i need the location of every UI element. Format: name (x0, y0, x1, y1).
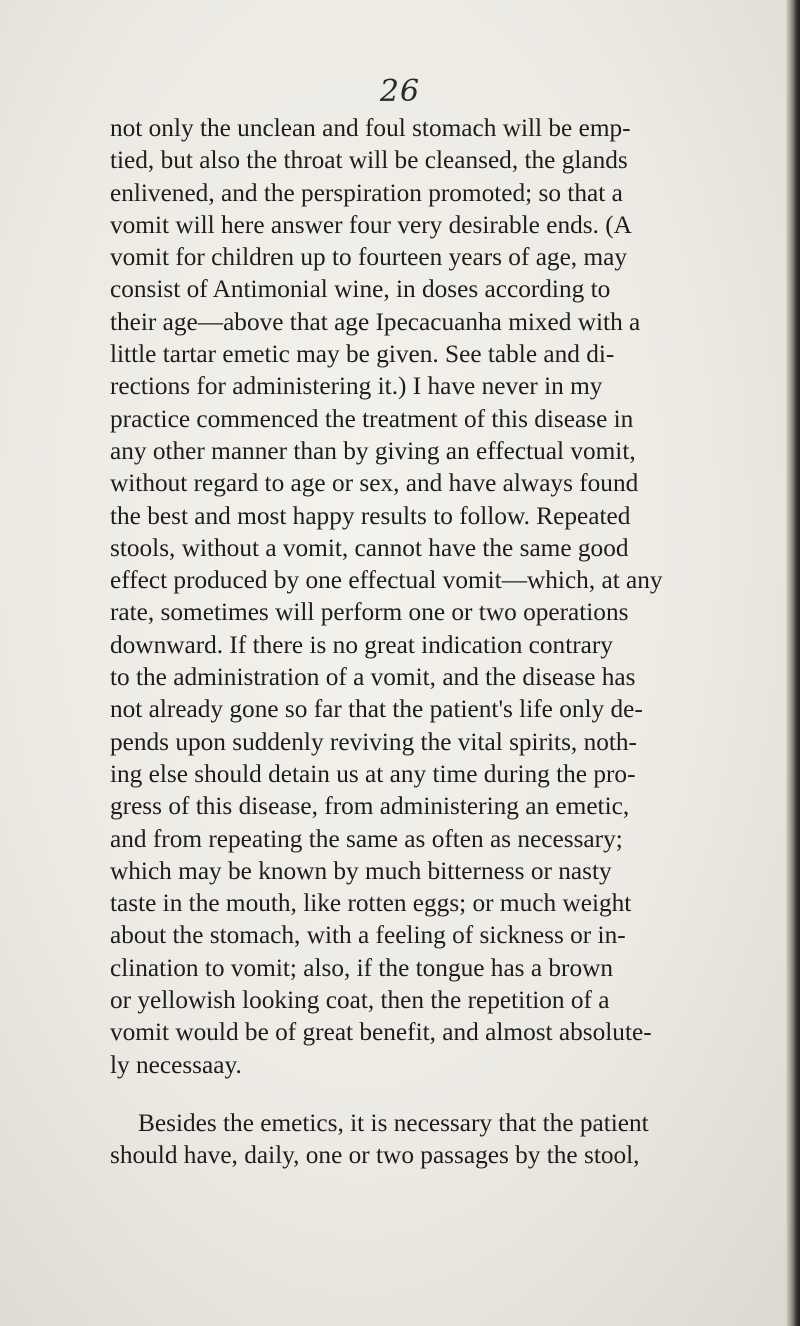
text-line: stools, without a vomit, cannot have the same good (110, 533, 629, 562)
text-line: effect produced by one effectual vomit—which, at any (110, 566, 663, 595)
body-text (110, 112, 792, 1172)
page-edge-shadow (786, 0, 800, 1326)
text-line: enlivened, and the perspiration promoted; so that a (110, 178, 623, 207)
text-line: not already gone so far that the patient's life only de- (110, 695, 643, 724)
text-line: vomit will here answer four very desirable ends. (A (110, 210, 632, 239)
text-line: any other manner than by giving an effectual vomit, (110, 436, 636, 465)
paragraph-2 (110, 1107, 792, 1172)
text-line: about the stomach, with a feeling of sickness or in- (110, 921, 626, 950)
text-line: should have, daily, one or two passages by the stool, (110, 1141, 640, 1170)
text-line: pends upon suddenly reviving the vital spirits, noth- (110, 727, 637, 756)
paragraph-gap (110, 1081, 792, 1107)
text-line: downward. If there is no great indication contrary (110, 630, 613, 659)
paragraph-1 (110, 112, 792, 1081)
text-line: rections for administering it.) I have never in my (110, 372, 603, 401)
text-line: which may be known by much bitterness or nasty (110, 856, 612, 885)
text-line: ing else should detain us at any time during the pro- (110, 759, 636, 788)
text-line: ly necessaay. (110, 1050, 242, 1079)
text-line: little tartar emetic may be given. See table and di- (110, 340, 615, 369)
text-line: gress of this disease, from administering an emetic, (110, 792, 630, 821)
page-number: 26 (379, 74, 421, 109)
text-line: their age—above that age Ipecacuanha mixed with a (110, 307, 641, 336)
text-line: not only the unclean and foul stomach will be emp- (110, 114, 631, 142)
text-line: practice commenced the treatment of this disease in (110, 404, 634, 433)
text-line: to the administration of a vomit, and the disease has (110, 663, 636, 692)
text-line: clination to vomit; also, if the tongue has a brown (110, 953, 614, 982)
text-line: and from repeating the same as often as necessary; (110, 824, 623, 853)
text-line: tied, but also the throat will be cleansed, the glands (110, 146, 628, 175)
text-line: Besides the emetics, it is necessary that the patient (138, 1108, 649, 1137)
text-line: consist of Antimonial wine, in doses according to (110, 275, 611, 304)
text-line: vomit would be of great benefit, and almost absolute- (110, 1018, 652, 1047)
text-line: rate, sometimes will perform one or two operations (110, 598, 629, 627)
text-line: or yellowish looking coat, then the repetition of a (110, 986, 610, 1015)
text-line: the best and most happy results to follow. Repeated (110, 501, 631, 530)
text-line: taste in the mouth, like rotten eggs; or much weight (110, 889, 632, 918)
text-line: vomit for children up to fourteen years of age, may (110, 243, 628, 272)
text-line: without regard to age or sex, and have always found (110, 469, 639, 498)
